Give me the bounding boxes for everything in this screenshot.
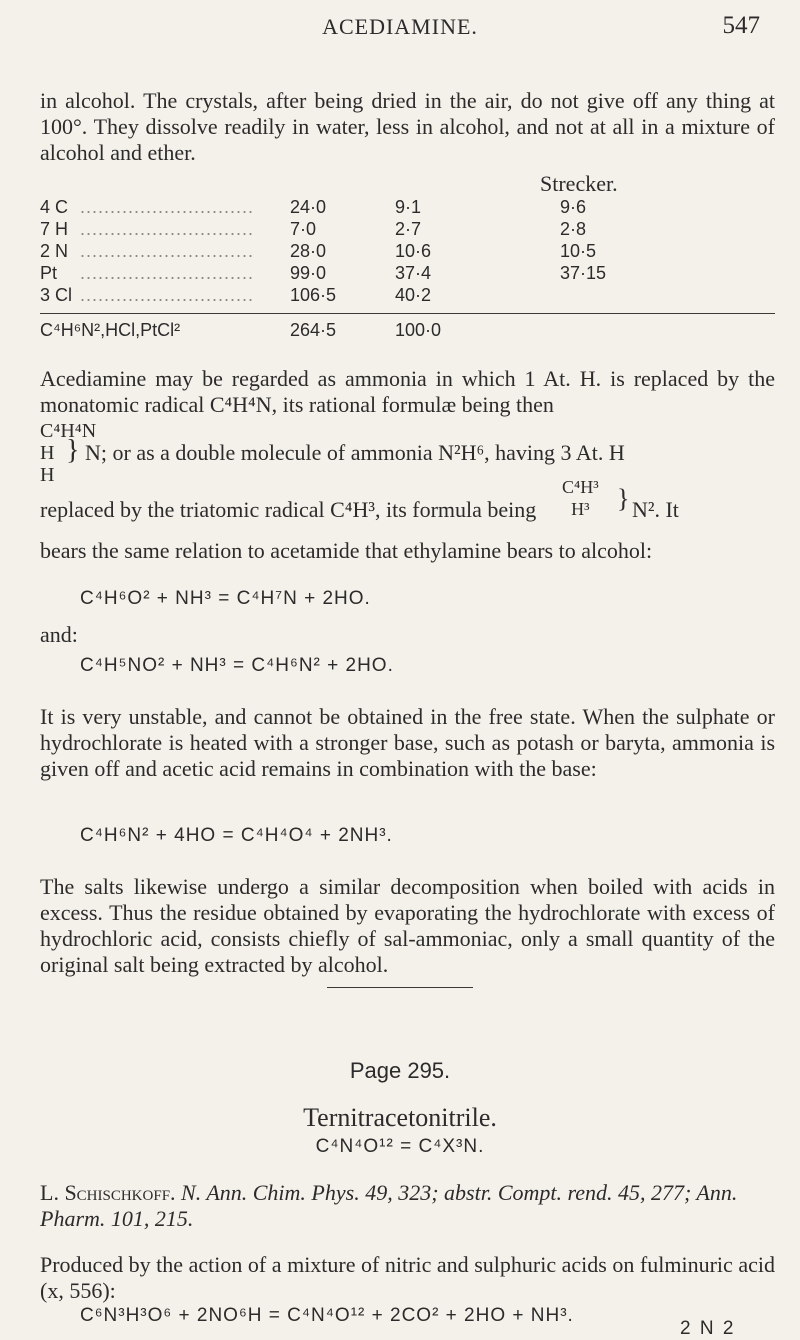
equation-3: C⁴H⁶N² + 4HO = C⁴H⁴O⁴ + 2NH³. bbox=[80, 825, 393, 846]
citation bbox=[40, 1180, 775, 1232]
row-value: 99·0 bbox=[290, 263, 327, 283]
table-rule bbox=[40, 313, 775, 314]
analysis-table bbox=[40, 197, 775, 307]
formula2-tail: N². It bbox=[632, 497, 679, 522]
row-value: 24·0 bbox=[290, 197, 327, 217]
paragraph-line: replaced by the triatomic radical C⁴H³, its formula being bbox=[40, 497, 537, 522]
total-percent: 100·0 bbox=[395, 320, 442, 340]
citation-author: L. Schischkoff. bbox=[40, 1180, 176, 1205]
row-label: 3 Cl bbox=[40, 285, 73, 305]
equation-2: C⁴H⁵NO² + NH³ = C⁴H⁶N² + 2HO. bbox=[80, 655, 394, 676]
total-label: C⁴H⁶N²,HCl,PtCl² bbox=[40, 320, 181, 340]
row-percent: 10·6 bbox=[395, 241, 432, 261]
formula2-bracket bbox=[562, 476, 599, 520]
row-value: 7·0 bbox=[290, 219, 317, 239]
table-row: 2 N ............................. 28·0 10·6 10·5 bbox=[40, 241, 597, 261]
bracket-line: H³ bbox=[571, 499, 590, 519]
table-row: 7 H ............................. 7·0 2·7 2·8 bbox=[40, 219, 587, 239]
row-label: 7 H bbox=[40, 219, 69, 239]
paragraph-acediamine: Acediamine may be regarded as ammonia in which 1 At. H. is replaced by the monatomic radical C⁴H⁴N, its rational formulæ being then bbox=[40, 366, 775, 417]
equation-4: C⁶N³H³O⁶ + 2NO⁶H = C⁴N⁴O¹² + 2CO² + 2HO + NH³. bbox=[80, 1305, 574, 1326]
signature-mark: 2 N 2 bbox=[680, 1318, 736, 1339]
row-strecker: 9·6 bbox=[560, 197, 587, 217]
row-percent: 37·4 bbox=[395, 263, 432, 283]
row-value: 28·0 bbox=[290, 241, 327, 261]
equation-1: C⁴H⁶O² + NH³ = C⁴H⁷N + 2HO. bbox=[80, 588, 371, 609]
table-row: Pt ............................. 99·0 37·4 37·15 bbox=[40, 263, 607, 283]
bracket-line: C⁴H³ bbox=[562, 477, 599, 497]
section-formula: C⁴N⁴O¹² = C⁴X³N. bbox=[315, 1136, 485, 1157]
row-label: Pt bbox=[40, 263, 58, 283]
brace-icon: } bbox=[66, 435, 80, 466]
page-reference: Page 295. bbox=[349, 1058, 451, 1083]
bracket-line: H bbox=[40, 442, 55, 464]
page-number: 547 bbox=[722, 12, 760, 39]
section-title: Ternitracetonitrile. bbox=[303, 1103, 497, 1132]
row-value: 106·5 bbox=[290, 285, 337, 305]
and-label: and: bbox=[40, 622, 78, 647]
row-strecker: 2·8 bbox=[560, 219, 587, 239]
table-header-strecker: Strecker. bbox=[540, 171, 618, 196]
paragraph-unstable: It is very unstable, and cannot be obtained in the free state. When the sulphate or hydrochlorate is heated with a stronger base, such as potash or baryta, ammonia is given off and acetic acid remains in combination with the base: bbox=[40, 704, 775, 781]
paragraph-produced: Produced by the action of a mixture of nitric and sulphuric acids on fulminuric acid (x, 556): bbox=[40, 1252, 775, 1303]
row-percent: 2·7 bbox=[395, 219, 422, 239]
bracket-line: H bbox=[40, 464, 55, 486]
table-row: 4 C ............................. 24·0 9·1 9·6 bbox=[40, 197, 587, 217]
row-label: 4 C bbox=[40, 197, 69, 217]
row-percent: 9·1 bbox=[395, 197, 422, 217]
row-label: 2 N bbox=[40, 241, 69, 261]
row-strecker: 10·5 bbox=[560, 241, 597, 261]
row-percent: 40·2 bbox=[395, 285, 432, 305]
total-value: 264·5 bbox=[290, 320, 337, 340]
formula-tail: N; or as a double molecule of ammonia N²H⁶, having 3 At. H bbox=[85, 440, 625, 465]
section-divider bbox=[327, 987, 473, 988]
running-header: ACEDIAMINE. bbox=[322, 14, 478, 39]
table-row: 3 Cl ............................. 106·5 40·2 bbox=[40, 285, 432, 305]
bracket-line: C⁴H⁴N bbox=[40, 420, 97, 442]
brace-icon: } bbox=[617, 484, 630, 513]
row-strecker: 37·15 bbox=[560, 263, 607, 283]
table-total-row bbox=[40, 320, 775, 342]
paragraph-salts: The salts likewise undergo a similar decomposition when boiled with acids in excess. Thus the residue obtained by evaporating the hydrochlorate with excess of hydrochloric acid, consists chiefly of sal-ammoniac, only a small quantity of the original salt being extracted by alcohol. bbox=[40, 874, 775, 977]
paragraph-line: bears the same relation to acetamide that ethylamine bears to alcohol: bbox=[40, 538, 653, 563]
citation-text: N. Ann. Chim. Phys. 49, 323; abstr. Compt. rend. 45, 277; Ann. Pharm. 101, 215. bbox=[40, 1180, 738, 1231]
intro-paragraph: in alcohol. The crystals, after being dried in the air, do not give off any thing at 100°. They dissolve readily in water, less in alcohol, and not at all in a mixture of alcohol and ether. bbox=[40, 88, 775, 165]
